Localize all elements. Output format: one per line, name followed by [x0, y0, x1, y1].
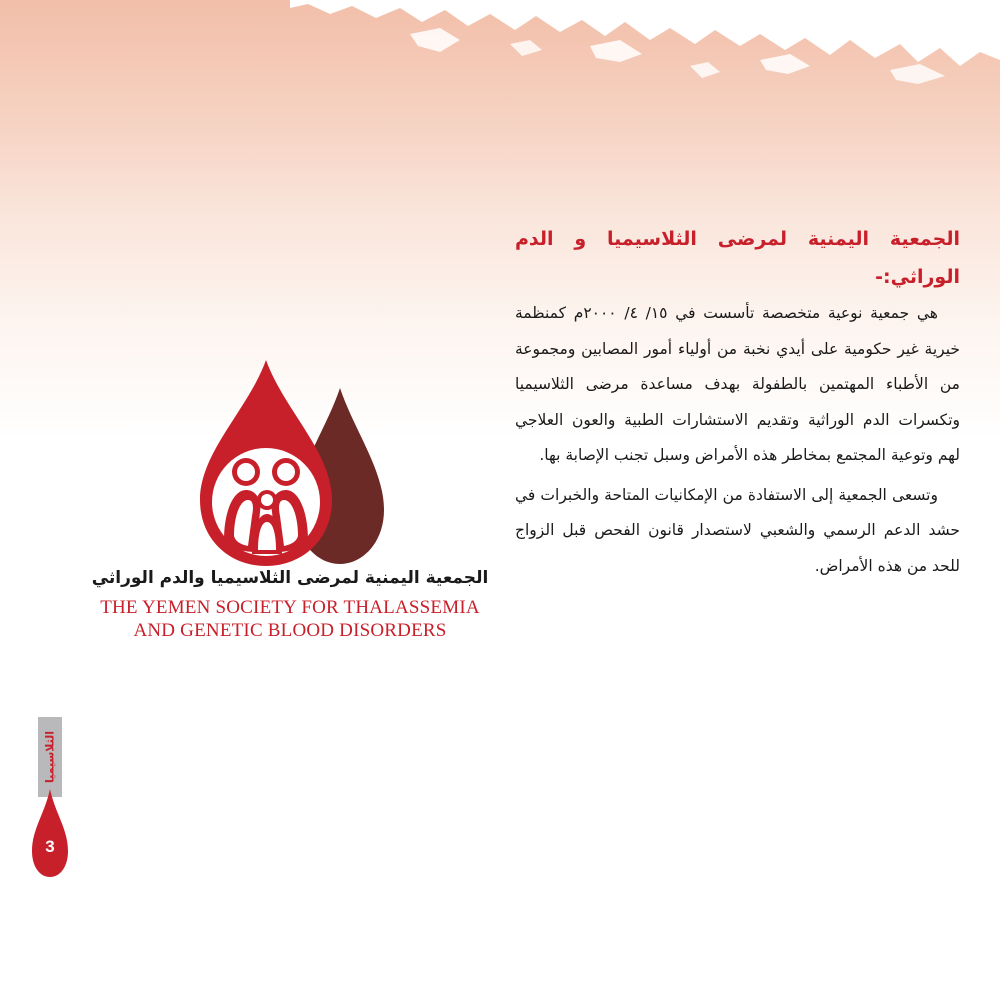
page-number: 3	[45, 837, 55, 856]
logo-name-english-line-1: THE YEMEN SOCIETY FOR THALASSEMIA	[100, 597, 480, 618]
article-title: الجمعية اليمنية لمرضى الثلاسيميا و الدم الوراثي:-	[515, 228, 960, 288]
torn-paper-header	[290, 0, 1000, 90]
society-logo	[90, 350, 490, 650]
page-number-drop-icon	[30, 789, 70, 879]
logo-name-english	[90, 596, 490, 642]
logo-name-english-line-2: AND GENETIC BLOOD DISORDERS	[133, 620, 447, 641]
article-paragraph-2: وتسعى الجمعية إلى الاستفادة من الإمكانيات المتاحة والخبرات في حشد الدعم الرسمي والشعبي لاستصدار قانون الفحص قبل الزواج للحد من هذه الأمراض.	[515, 485, 960, 575]
page-tab	[30, 717, 70, 877]
blood-drop-family-icon	[190, 360, 390, 570]
article-paragraph-1: هي جمعية نوعية متخصصة تأسست في ١٥/ ٤/ ٢٠٠٠م كمنظمة خيرية غير حكومية على أيدي نخبة من أولياء أمور المصابين ومجموعة من الأطباء المهتمين بالطفولة بهدف مساعدة مرضى الثلاسيميا وتكسرات الدم الوراثية وتقديم الاستشارات الطبية والعون العلاجي لهم وتوعية المجتمع بمخاطر هذه الأمراض وسبل تجنب الإصابة بها.	[515, 304, 960, 464]
page-tab-label: الثلاسيميا	[43, 730, 57, 784]
logo-name-arabic: الجمعية اليمنية لمرضى الثلاسيميا والدم الوراثي	[91, 568, 489, 588]
article	[515, 220, 960, 584]
